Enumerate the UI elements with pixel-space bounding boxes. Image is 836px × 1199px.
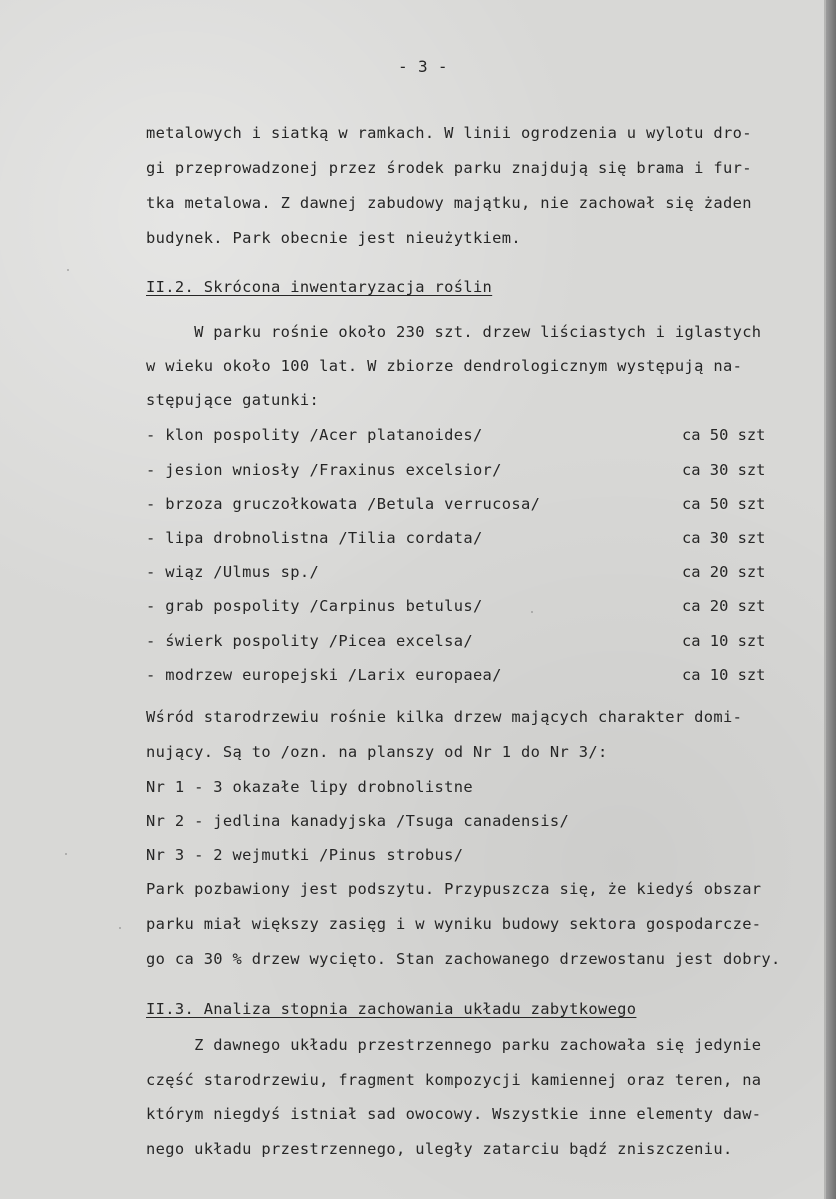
section-3-line-4: nego układu przestrzennego, uległy zatarciu bądź zniszczeniu. (146, 1140, 733, 1158)
species-amount: ca 10 szt (682, 666, 766, 684)
species-name: - modrzew europejski /Larix europaea/ (146, 666, 502, 684)
paper-speck (531, 611, 533, 613)
species-name: - klon pospolity /Acer platanoides/ (146, 426, 483, 444)
species-name: - świerk pospolity /Picea excelsa/ (146, 632, 473, 650)
closing-line-3: go ca 30 % drzew wycięto. Stan zachowanego drzewostanu jest dobry. (146, 950, 781, 968)
paper-speck (119, 927, 121, 929)
species-amount: ca 30 szt (682, 529, 766, 547)
dominant-tree-item: Nr 1 - 3 okazałe lipy drobnolistne (146, 778, 473, 796)
species-amount: ca 50 szt (682, 426, 766, 444)
closing-line-2: parku miał większy zasięg i w wyniku budowy sektora gospodarcze- (146, 915, 762, 933)
section-2-intro-line-2: w wieku około 100 lat. W zbiorze dendrologicznym występują na- (146, 357, 743, 375)
section-3-line-1: Z dawnego układu przestrzennego parku zachowała się jedynie (146, 1036, 762, 1054)
species-name: - jesion wniosły /Fraxinus excelsior/ (146, 461, 502, 479)
section-2-intro-line-1: W parku rośnie około 230 szt. drzew liściastych i iglastych (146, 323, 762, 341)
paragraph-1-line-1: metalowych i siatką w ramkach. W linii ogrodzenia u wylotu dro- (146, 124, 752, 142)
paper-speck (65, 853, 67, 855)
paper-speck (67, 269, 69, 271)
species-amount: ca 30 szt (682, 461, 766, 479)
closing-line-1: Park pozbawiony jest podszytu. Przypuszcza się, że kiedyś obszar (146, 880, 762, 898)
species-name: - lipa drobnolistna /Tilia cordata/ (146, 529, 483, 547)
section-2-intro-line-3: stępujące gatunki: (146, 391, 320, 409)
scan-edge (826, 0, 836, 1199)
paragraph-1-line-2: gi przeprowadzonej przez środek parku znajdują się brama i fur- (146, 159, 752, 177)
paragraph-1-line-3: tka metalowa. Z dawnej zabudowy majątku, nie zachował się żaden (146, 194, 752, 212)
species-amount: ca 50 szt (682, 495, 766, 513)
dominants-intro-line-1: Wśród starodrzewiu rośnie kilka drzew mających charakter domi- (146, 708, 743, 726)
page-number: - 3 - (398, 57, 448, 76)
dominants-intro-line-2: nujący. Są to /ozn. na planszy od Nr 1 do Nr 3/: (146, 743, 608, 761)
species-name: - wiąz /Ulmus sp./ (146, 563, 320, 581)
section-3-line-2: część starodrzewiu, fragment kompozycji kamiennej oraz teren, na (146, 1071, 762, 1089)
species-name: - brzoza gruczołkowata /Betula verrucosa/ (146, 495, 541, 513)
paragraph-1-line-4: budynek. Park obecnie jest nieużytkiem. (146, 229, 522, 247)
species-name: - grab pospolity /Carpinus betulus/ (146, 597, 483, 615)
species-amount: ca 20 szt (682, 563, 766, 581)
species-amount: ca 10 szt (682, 632, 766, 650)
section-3-line-3: którym niegdyś istniał sad owocowy. Wszystkie inne elementy daw- (146, 1105, 762, 1123)
section-2-heading: II.2. Skrócona inwentaryzacja roślin (146, 278, 493, 296)
dominant-tree-item: Nr 2 - jedlina kanadyjska /Tsuga canadensis/ (146, 812, 570, 830)
section-3-heading: II.3. Analiza stopnia zachowania układu zabytkowego (146, 1000, 637, 1018)
dominant-tree-item: Nr 3 - 2 wejmutki /Pinus strobus/ (146, 846, 464, 864)
species-amount: ca 20 szt (682, 597, 766, 615)
